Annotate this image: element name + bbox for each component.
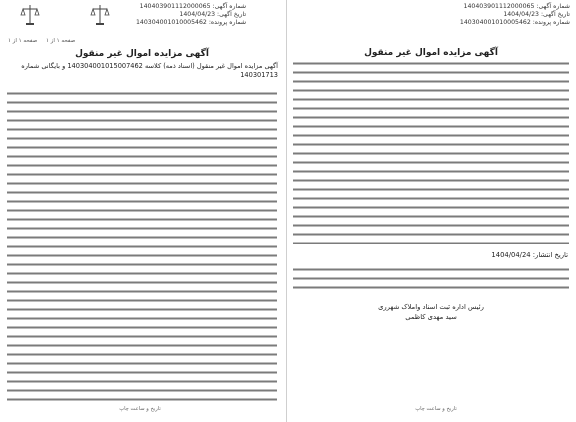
right-heading: آگهی مزایده اموال غیر منقول [364,48,498,58]
right-notice-body [293,60,569,244]
right-footer: تاریخ و ساعت چاپ [415,406,457,412]
right-notice-date: تاریخ آگهی: 1404/04/23 [503,11,570,18]
right-closing-text [293,266,569,290]
column-divider [286,0,287,422]
left-subheading: آگهی مزایده اموال غیر منقول (اسناد ذمه) کلاسه 140304001015007462 و بایگانی شماره 140301713 [21,62,278,79]
left-notice-body [7,90,277,406]
left-footer: تاریخ و ساعت چاپ [119,406,161,412]
right-case-no: شماره آگهی: 140403901112000065 [463,3,570,10]
left-file-no: شماره پرونده: 140304001010005462 [136,19,247,26]
signature-name: سید مهدی کاظمی [405,313,457,321]
right-page-number: صفحه ۱ از ۱ [46,38,76,44]
left-case-no: شماره آگهی: 140403901112000065 [139,3,247,10]
left-heading: آگهی مزایده اموال غیر منقول [75,49,209,59]
right-signature [286,302,576,322]
left-notice-date: تاریخ آگهی: 1404/04/23 [179,11,247,18]
right-publish-date: تاریخ انتشار: 1404/04/24 [491,251,568,259]
left-meta [136,3,246,27]
right-meta [460,3,570,27]
signature-title: رئیس اداره ثبت اسناد واملاک شهرری [378,303,484,311]
left-page-number: صفحه ۱ از ۱ [8,38,38,44]
judiciary-emblem-icon [20,3,40,27]
right-file-no: شماره پرونده: 140304001010005462 [459,19,570,26]
